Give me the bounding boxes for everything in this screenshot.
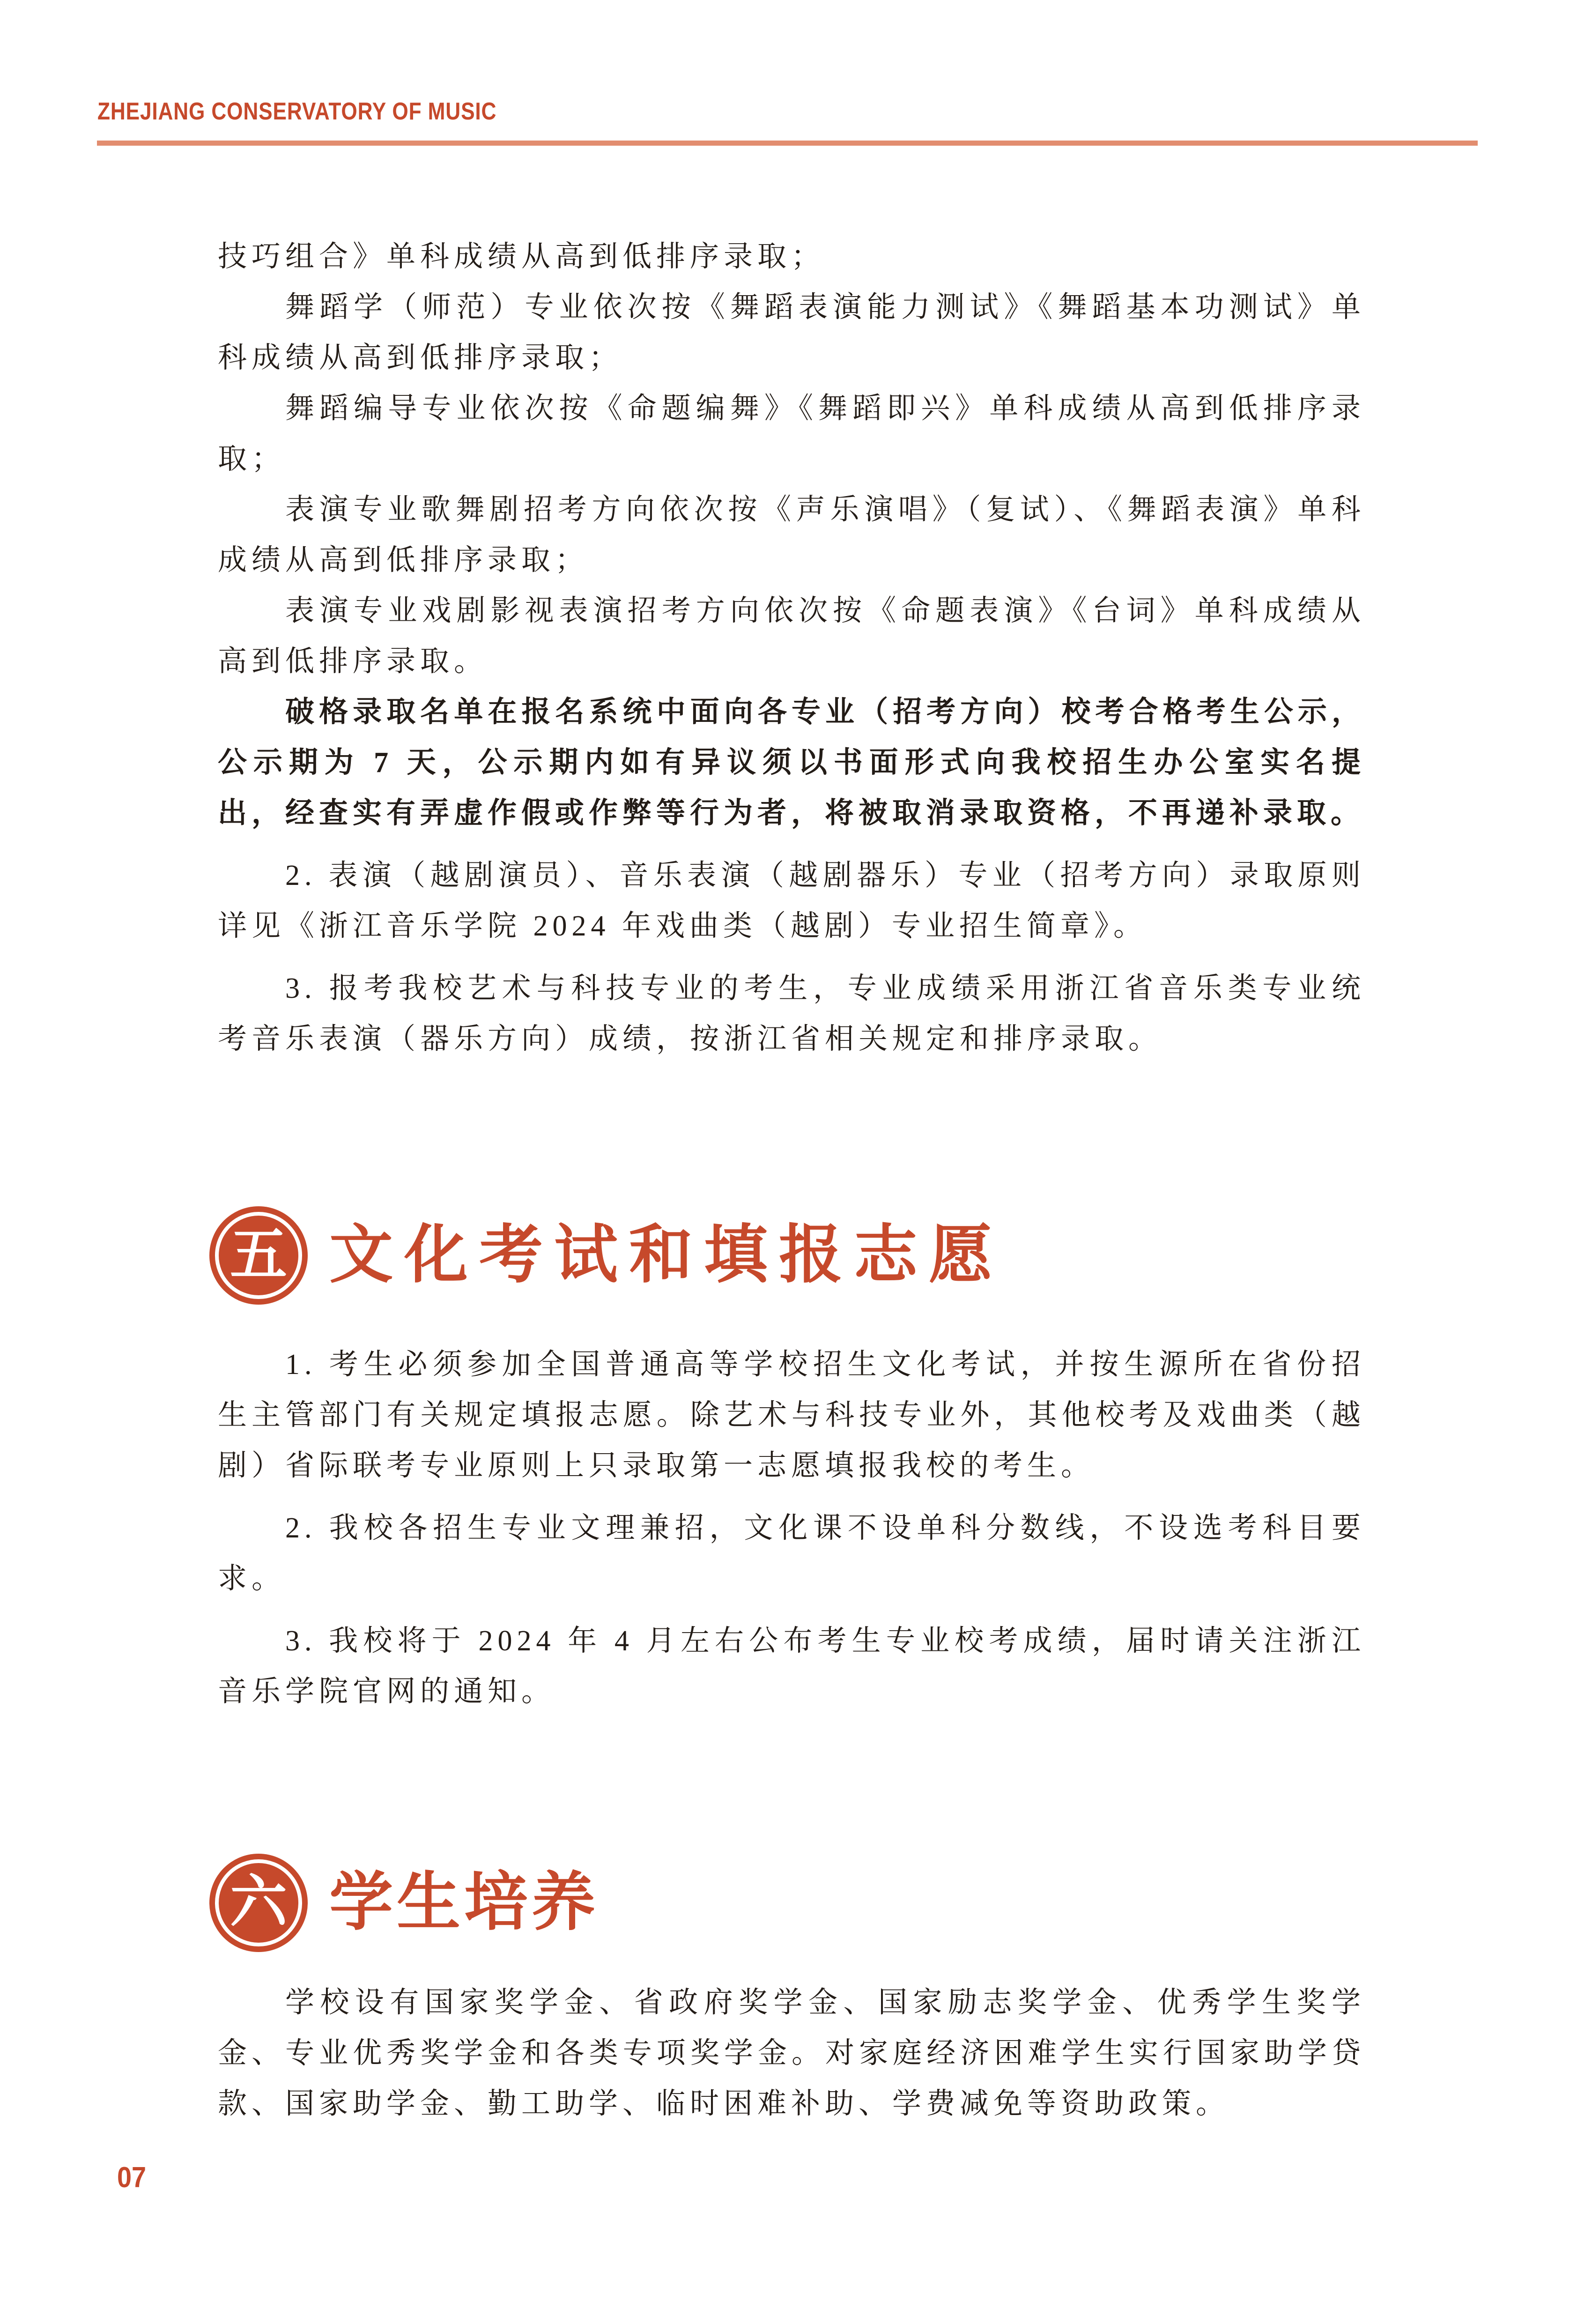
body-paragraph: 3. 我校将于 2024 年 4 月左右公布考生专业校考成绩，届时请关注浙江音乐学院官网的通知。	[218, 1625, 1365, 1708]
body-paragraph: 舞蹈学（师范）专业依次按《舞蹈表演能力测试》《舞蹈基本功测试》单科成绩从高到低排序录取；	[218, 291, 1365, 374]
section-title: 文化考试和填报志愿	[329, 1220, 1004, 1291]
section-number: 六	[230, 1871, 287, 1934]
header-org-name: ZHEJIANG CONSERVATORY OF MUSIC	[97, 98, 497, 125]
section-student-development-body	[218, 1977, 1365, 2129]
section-culture-exam-body	[218, 1339, 1365, 1717]
body-paragraph-emphasis: 破格录取名单在报名系统中面向各专业（招考方向）校考合格考生公示，公示期为 7 天，公示期内如有异议须以书面形式向我校招生办公室实名提出，经查实有弄虚作假或作弊等行为者，将被取消录取资格，不再递补录取。	[218, 696, 1365, 829]
body-paragraph: 技巧组合》单科成绩从高到低排序录取；	[218, 241, 825, 273]
body-paragraph: 学校设有国家奖学金、省政府奖学金、国家励志奖学金、优秀学生奖学金、专业优秀奖学金和各类专项奖学金。对家庭经济困难学生实行国家助学贷款、国家助学金、勤工助学、临时困难补助、学费减免等资助政策。	[218, 1987, 1365, 2120]
section-number: 五	[230, 1224, 287, 1287]
body-paragraph: 2. 我校各招生专业文理兼招，文化课不设单科分数线，不设选考科目要求。	[218, 1512, 1365, 1595]
section-number-badge-icon	[209, 1854, 308, 1952]
page-number: 07	[117, 2161, 147, 2194]
section-title: 学生培养	[329, 1868, 599, 1938]
body-paragraph: 舞蹈编导专业依次按《命题编舞》《舞蹈即兴》单科成绩从高到低排序录取；	[218, 393, 1365, 475]
body-paragraph: 2. 表演（越剧演员）、音乐表演（越剧器乐）专业（招考方向）录取原则详见《浙江音乐学院 2024 年戏曲类（越剧）专业招生简章》。	[218, 860, 1365, 942]
body-paragraph: 3. 报考我校艺术与科技专业的考生，专业成绩采用浙江省音乐类专业统考音乐表演（器乐方向）成绩，按浙江省相关规定和排序录取。	[218, 973, 1365, 1055]
admission-rules-block	[218, 231, 1365, 1064]
body-paragraph: 表演专业戏剧影视表演招考方向依次按《命题表演》《台词》单科成绩从高到低排序录取。	[218, 595, 1365, 677]
section-header-culture-exam	[209, 1206, 1004, 1305]
body-paragraph: 表演专业歌舞剧招考方向依次按《声乐演唱》（复试）、《舞蹈表演》单科成绩从高到低排序录取；	[218, 494, 1365, 576]
section-header-student-development	[209, 1854, 599, 1952]
section-number-badge-icon	[209, 1206, 308, 1305]
body-paragraph: 1. 考生必须参加全国普通高等学校招生文化考试，并按生源所在省份招生主管部门有关规定填报志愿。除艺术与科技专业外，其他校考及戏曲类（越剧）省际联考专业原则上只录取第一志愿填报我校的考生。	[218, 1349, 1365, 1482]
header-divider-line	[97, 141, 1478, 146]
